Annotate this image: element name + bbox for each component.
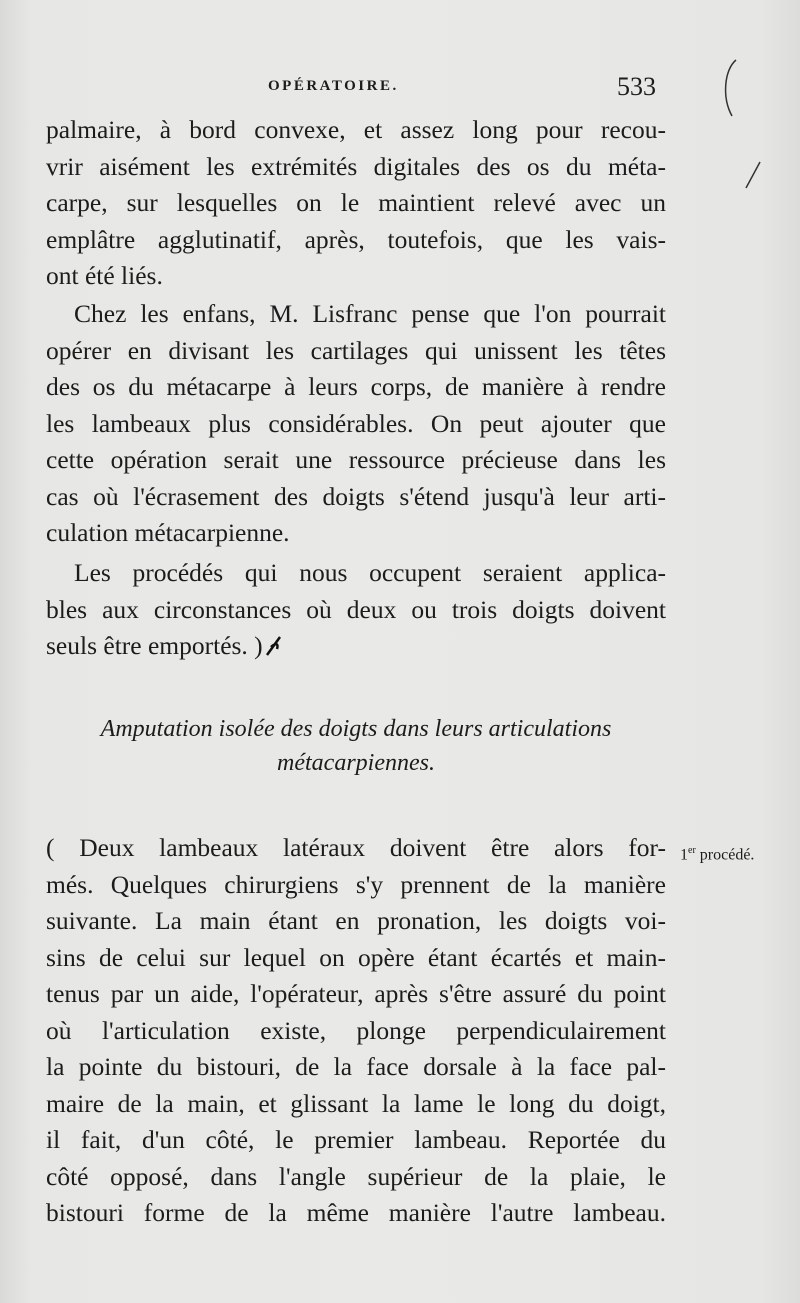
text-line: côté opposé, dans l'angle supérieur de la plaie, le <box>46 1161 666 1191</box>
text-line: ( Deux lambeaux latéraux doivent être alors for- <box>46 833 666 862</box>
text-line: des os du métacarpe à leurs corps, de manière à rendre <box>46 372 666 401</box>
text-line: maire de la main, et glissant la lame le long du doigt, <box>46 1088 666 1118</box>
paragraph-4 <box>46 830 666 1232</box>
text-line: les lambeaux plus considérables. On peut ajouter que <box>46 408 666 438</box>
text-line: palmaire, à bord convexe, et assez long pour recou- <box>46 115 666 144</box>
handwritten-mark <box>265 635 283 657</box>
margin-note-ordinal: 1 <box>680 846 688 864</box>
text-line: culation métacarpienne. <box>46 518 290 547</box>
margin-slash-mark <box>744 160 764 190</box>
margin-bracket-mark <box>714 58 744 118</box>
paragraph-2 <box>46 296 666 552</box>
text-line: Chez les enfans, M. Lisfranc pense que l'on pourrait <box>74 299 666 328</box>
text-line: opérer en divisant les cartilages qui unissent les têtes <box>46 335 666 365</box>
text-line: sins de celui sur lequel on opère étant écartés et main- <box>46 942 666 972</box>
margin-note-label: procédé. <box>699 846 755 864</box>
margin-note <box>680 845 754 864</box>
text-line: ont été liés. <box>46 261 163 290</box>
text-line: la pointe du bistouri, de la face dorsale à la face pal- <box>46 1052 666 1081</box>
text-line: bles aux circonstances où deux ou trois doigts doivent <box>46 594 666 624</box>
section-title-line-2: métacarpiennes. <box>277 750 435 776</box>
text-line: emplâtre agglutinatif, après, toutefois, que les vais- <box>46 224 666 254</box>
text-line: carpe, sur lesquelles on le maintient relevé avec un <box>46 188 666 217</box>
page-number: 533 <box>617 72 656 101</box>
running-head: OPÉRATOIRE. <box>268 78 399 94</box>
margin-note-superscript: er <box>688 845 696 856</box>
section-title <box>46 712 666 780</box>
text-line: Les procédés qui nous occupent seraient applica- <box>74 558 666 587</box>
paragraph-3 <box>46 555 666 665</box>
page-header <box>46 72 666 102</box>
text-line: bistouri forme de la même manière l'autre lambeau. <box>46 1198 666 1227</box>
text-line: suivante. La main étant en pronation, les doigts voi- <box>46 906 666 935</box>
text-line: seuls être emportés. ) <box>46 631 263 660</box>
paragraph-1 <box>46 112 666 295</box>
text-line: vrir aisément les extrémités digitales des os du méta- <box>46 151 666 181</box>
section-title-line-1: Amputation isolée des doigts dans leurs articulations <box>100 716 612 742</box>
text-line: tenus par un aide, l'opérateur, après s'être assuré du point <box>46 979 666 1008</box>
text-line: cette opération serait une ressource précieuse dans les <box>46 445 666 474</box>
text-line: més. Quelques chirurgiens s'y prennent de la manière <box>46 869 666 899</box>
text-line: cas où l'écrasement des doigts s'étend jusqu'à leur arti- <box>46 481 666 511</box>
text-line: où l'articulation existe, plonge perpendiculairement <box>46 1015 666 1045</box>
text-line-with-mark <box>46 628 666 665</box>
text-line: il fait, d'un côté, le premier lambeau. Reportée du <box>46 1125 666 1154</box>
